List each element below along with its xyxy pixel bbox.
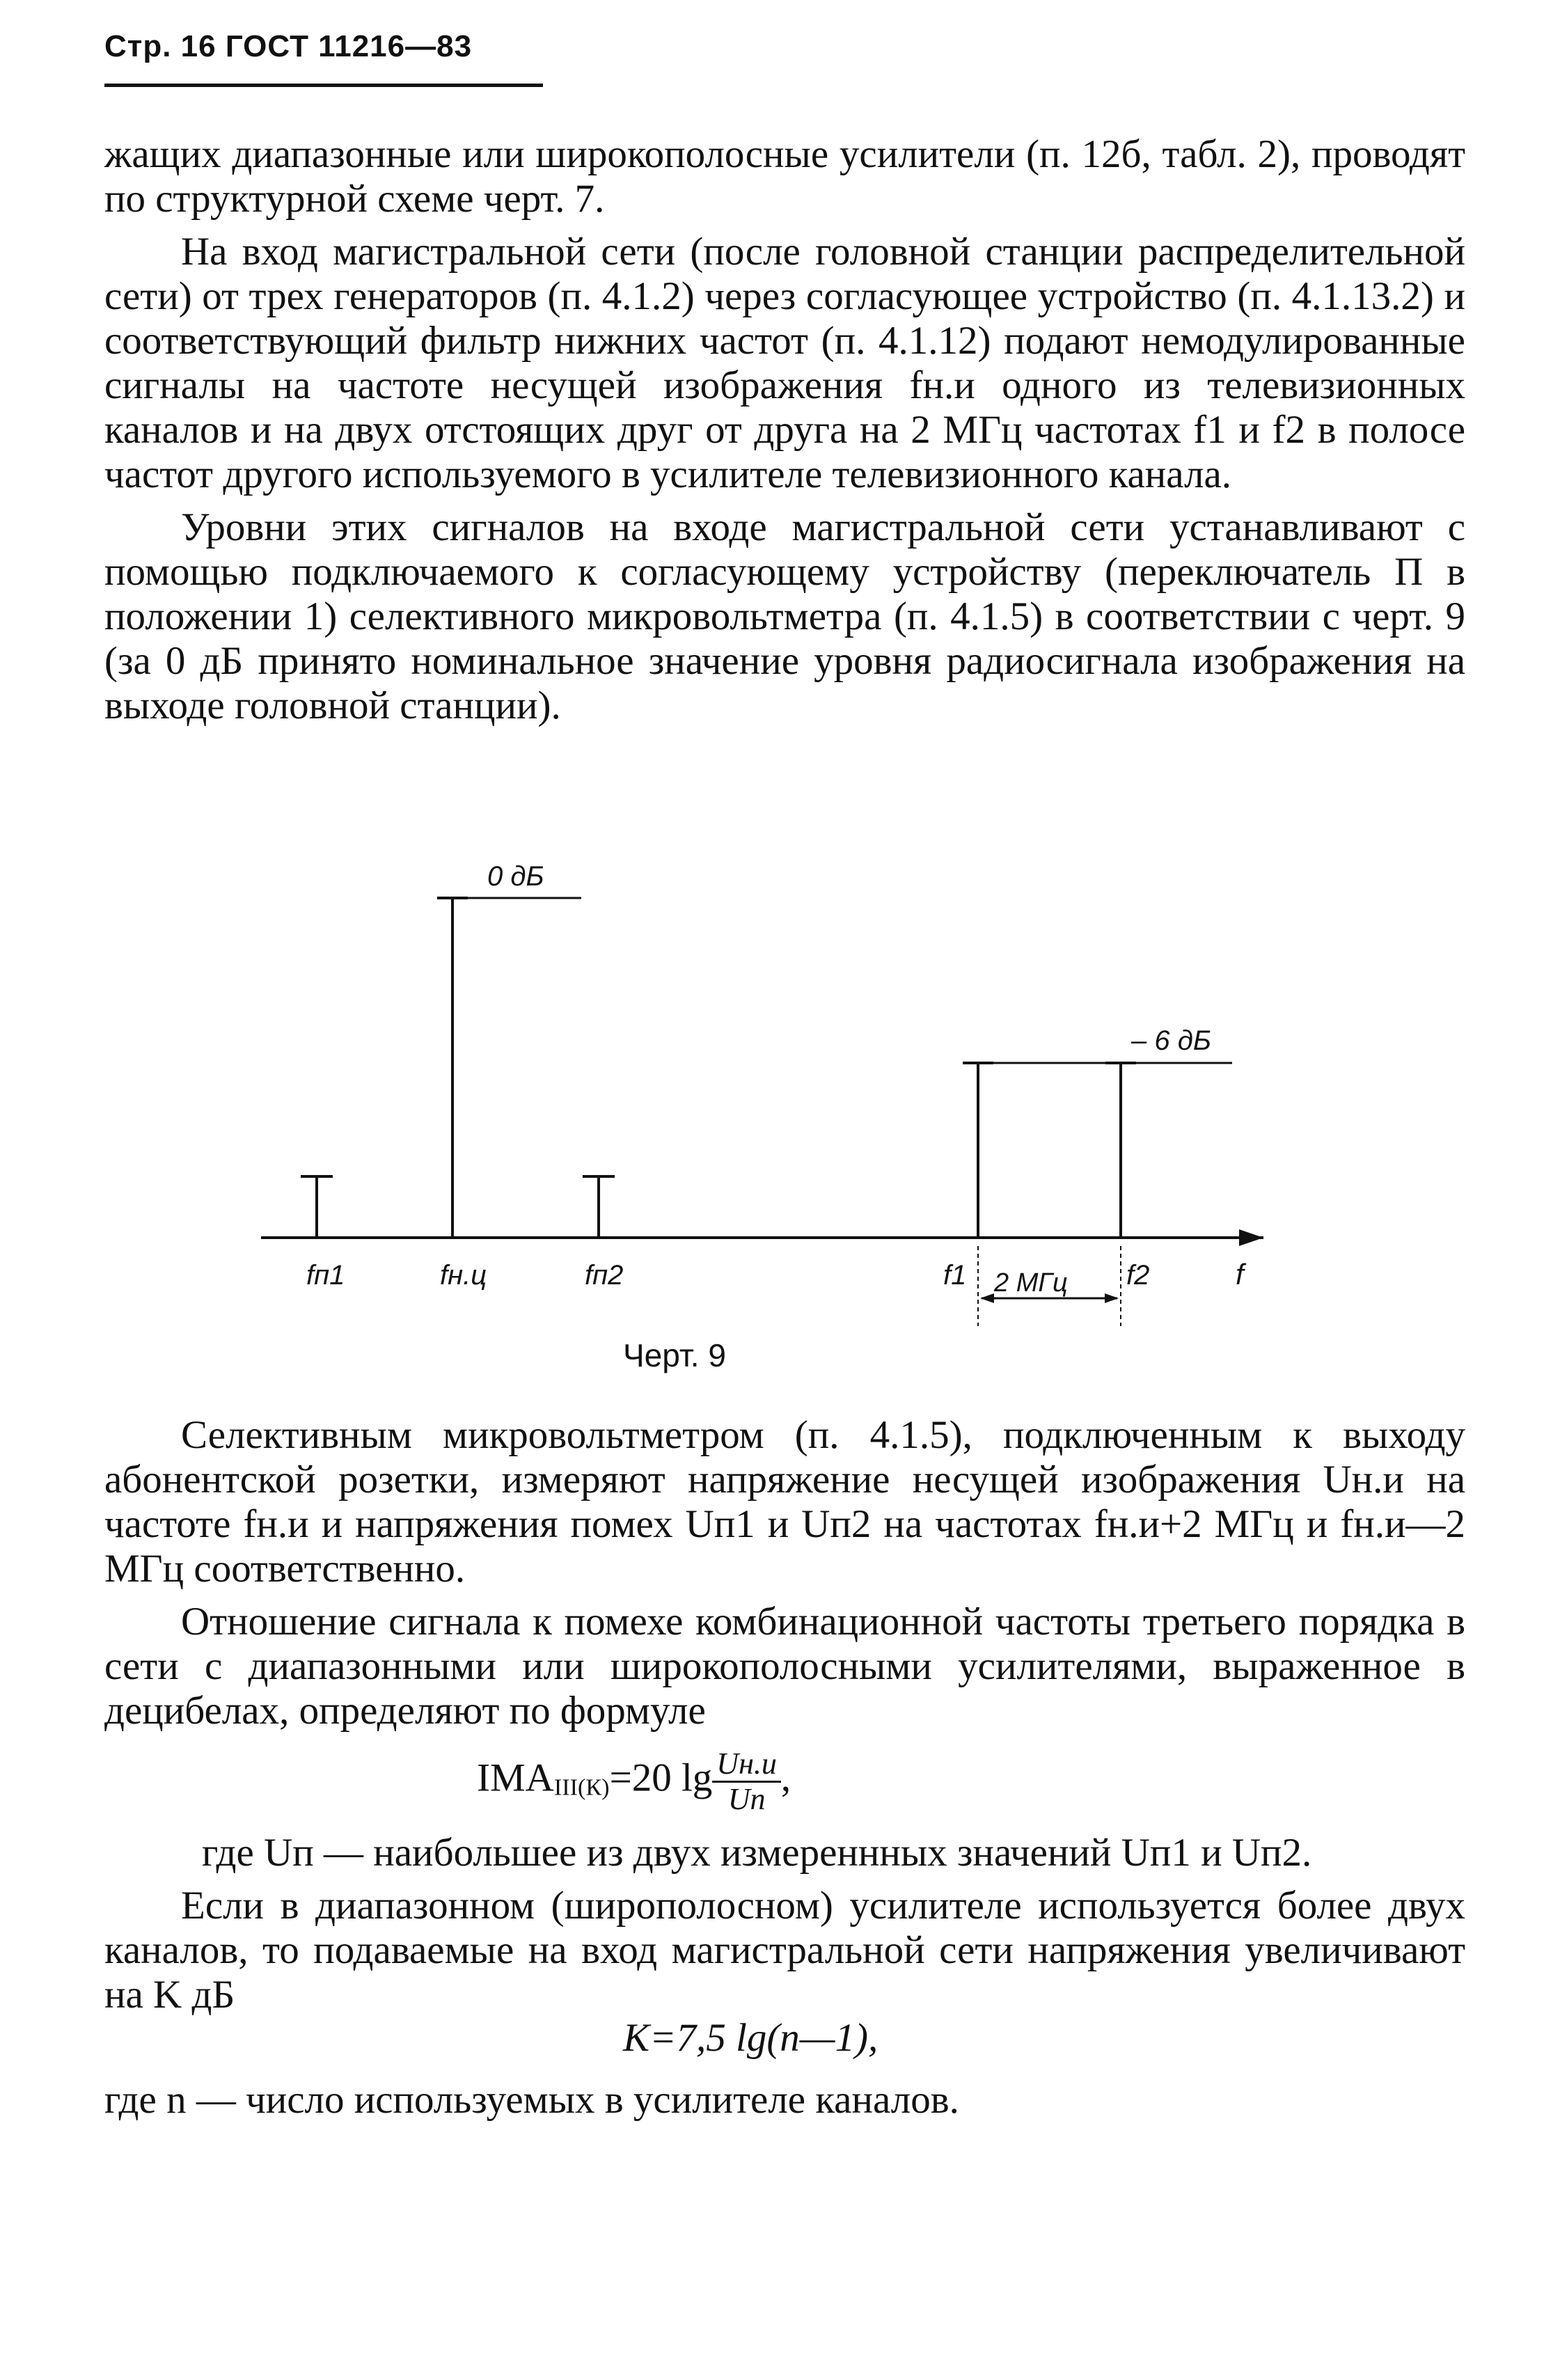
paragraph-5: Отношение сигнала к помехе комбинационной частоты третьего порядка в сети с диапазонными или широкополосными усилителями, выраженное в децибелах, определяют по формуле: [104, 1600, 1465, 1733]
tick-label-f2: f2: [1126, 1260, 1150, 1291]
chart-caption: Черт. 9: [623, 1337, 726, 1373]
formula-eq: =20 lg: [609, 1756, 713, 1800]
formula-denominator: Uп: [727, 1782, 766, 1816]
band-arrow-right-icon: [1105, 1293, 1119, 1303]
page-header: Стр. 16 ГОСТ 11216—83: [104, 29, 473, 63]
formula-numerator: Uн.и: [712, 1747, 781, 1783]
formula-lhs-sub: III(К): [553, 1774, 610, 1801]
paragraph-8: где n — число используемых в усилителе каналов.: [104, 2078, 959, 2122]
formula-tail: ,: [780, 1756, 791, 1800]
label-band: 2 МГц: [994, 1268, 1068, 1298]
tick-label-fp2: fп2: [585, 1260, 624, 1291]
paragraph-6: где Uп — наибольшее из двух измереннных значений Uп1 и Uп2.: [202, 1831, 1312, 1875]
paragraph-3: Уровни этих сигналов на входе магистральной сети устанавливают с помощью подключаемого к согласующему устройству (переключатель П в положении 1) селективного микровольтметра (п. 4.1.5) в соответствии с черт. 9 (за 0 дБ принято номинальное значение уровня радиосигнала изображения на выходе головной станции).: [104, 505, 1465, 727]
paragraph-1: жащих диапазонные или широкополосные усилители (п. 12б, табл. 2), проводят по структурной схеме черт. 7.: [104, 132, 1465, 221]
paragraph-4: Селективным микровольтметром (п. 4.1.5), подключенным к выходу абонентской розетки, измеряют напряжение несущей изображения Uн.и на частоте fн.и и напряжения помех Uп1 и Uп2 на частотах fн.и+2 МГц и fн.и—2 МГц соответственно.: [104, 1413, 1465, 1591]
label-minus6db: – 6 дБ: [1131, 1025, 1211, 1056]
formula-k: K=7,5 lg(n—1),: [623, 2016, 879, 2060]
formula-ima: [477, 1747, 791, 1816]
axis-label-f: f: [1236, 1258, 1244, 1291]
tick-label-fp1: fп1: [306, 1260, 345, 1291]
paragraph-7: Если в диапазонном (широполосном) усилителе используется более двух каналов, то подаваемые на вход магистральной сети напряжения увеличивают на K дБ: [104, 1884, 1465, 2017]
text-block-after-formula: [104, 1831, 1465, 2017]
axis-arrow-icon: [1239, 1229, 1263, 1246]
text-block-end: [104, 2078, 1465, 2122]
formula-fraction: [712, 1747, 781, 1816]
text-block-bottom: [104, 1413, 1465, 1733]
label-0db: 0 дБ: [487, 861, 544, 892]
tick-label-f1: f1: [943, 1260, 967, 1291]
paragraph-2: На вход магистральной сети (после головной станции распределительной сети) от трех генераторов (п. 4.1.2) через согласующее устройство (п. 4.1.13.2) и соответствующий фильтр нижних частот (п. 4.1.12) подают немодулированные сигналы на частоте несущей изображения fн.и одного из телевизионных каналов и на двух отстоящих друг от друга на 2 МГц частотах f1 и f2 в полосе частот другого используемого в усилителе телевизионного канала.: [104, 230, 1465, 496]
formula-lhs: IMA: [477, 1756, 554, 1800]
tick-label-fnc: fн.ц: [440, 1260, 487, 1291]
band-arrow-left-icon: [980, 1293, 994, 1303]
